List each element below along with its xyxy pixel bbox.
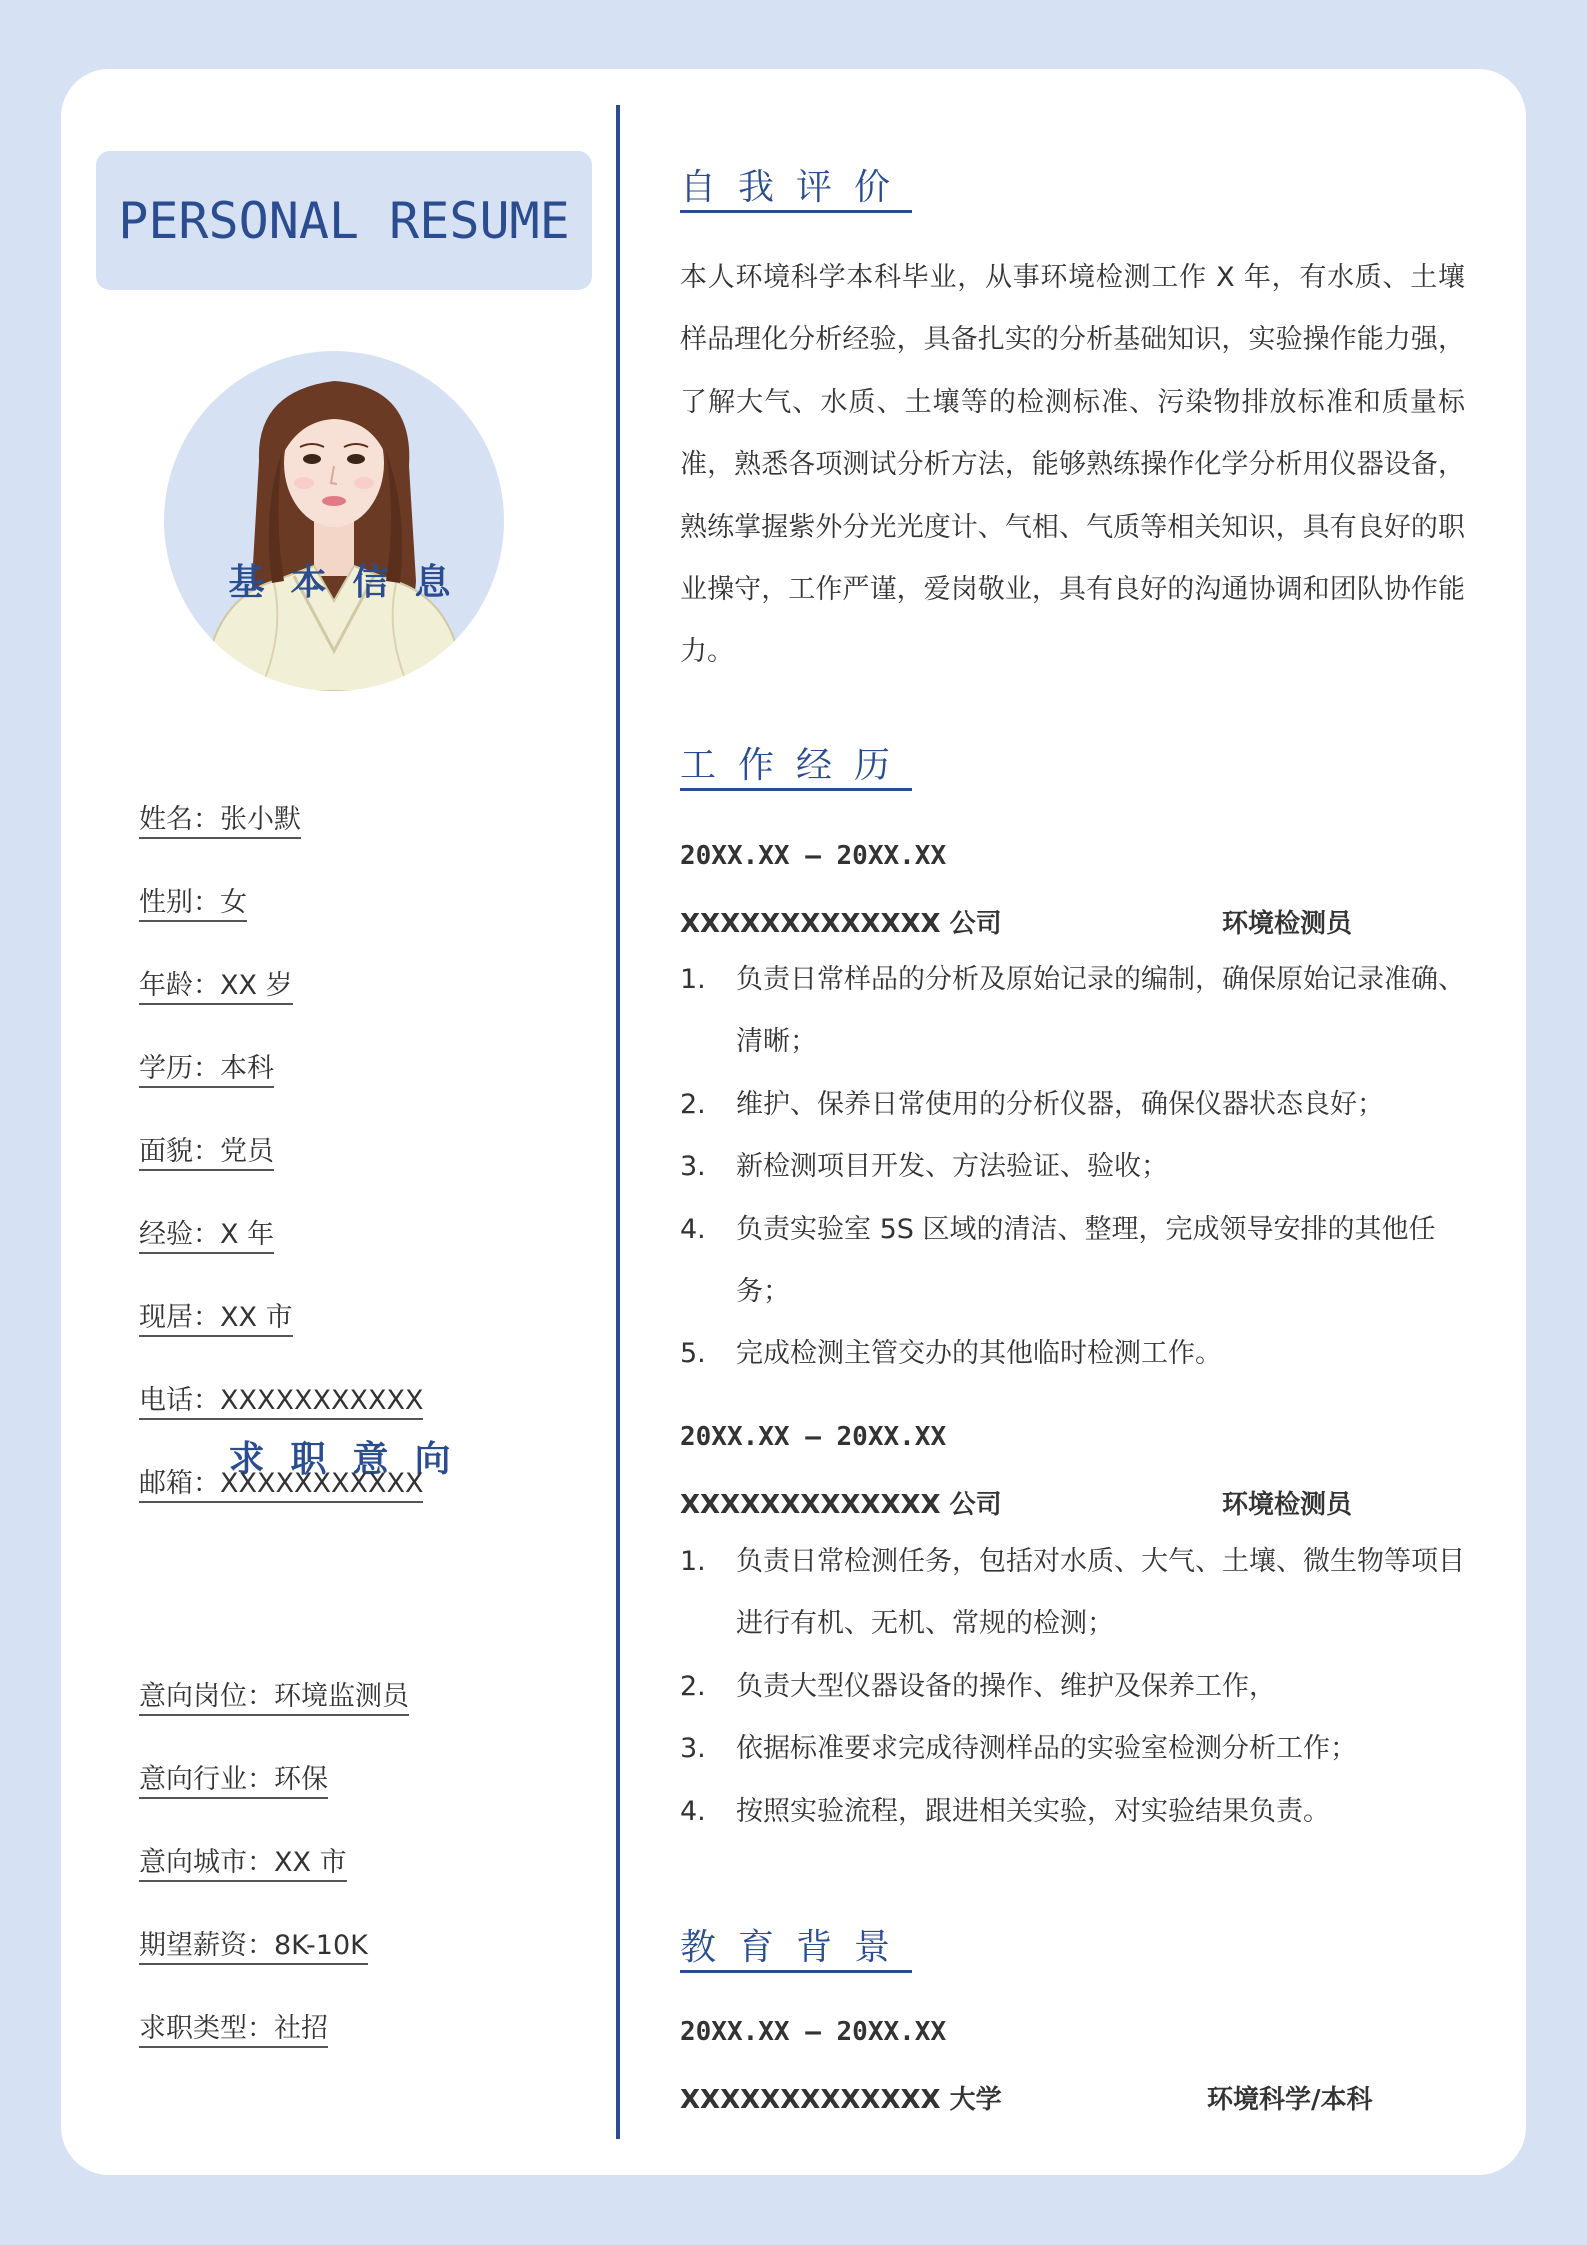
education-school: XXXXXXXXXXXXX 大学 [680,2085,1002,2115]
job-duties-list [680,1531,1470,1843]
job-company: XXXXXXXXXXXXX 公司 [680,1490,1002,1520]
info-item-residence: 现居：XX 市 [139,1295,423,1378]
info-item-email: 邮箱：XXXXXXXXXXX [139,1461,423,1544]
column-divider [616,105,620,2139]
info-item-political: 面貌：党员 [139,1129,423,1212]
self-eval-text: 本人环境科学本科毕业，从事环境检测工作 X 年，有水质、土壤样品理化分析经验，具备扎实的分析基础知识，实验操作能力强，了解大气、水质、土壤等的检测标准、污染物排放标准和质量标准，熟悉各项测试分析方法，能够熟练操作化学分析用仪器设备， 熟练掌握紫外分光光度计、气相、气质等相关知识，具有良好的职业操守，工作严谨，爱岗敬业，具有良好的沟通协调和团队协作能力。 [680,262,1465,668]
resume-card [61,69,1526,2175]
duty-item: 3. 依据标准要求完成待测样品的实验室检测分析工作； [680,1733,1357,1765]
self-eval-title: 自我评价 [680,159,912,210]
job-date: 20XX.XX – 20XX.XX [680,841,947,871]
basic-info-title: 基本信息 [228,562,477,603]
duty-item: 5. 完成检测主管交办的其他临时检测工作。 [680,1338,1222,1370]
info-item-phone: 电话：XXXXXXXXXXX [139,1378,423,1461]
portrait-illustration [164,351,504,691]
info-item-name: 姓名：张小默 [139,797,423,880]
duty-item: 3. 新检测项目开发、方法验证、验收； [680,1151,1168,1183]
job-intent-title: 求职意向 [228,1439,477,1480]
education-date: 20XX.XX – 20XX.XX [680,2017,947,2047]
left-column [61,69,618,2175]
education-title: 教育背景 [680,1919,912,1970]
duty-item: 1. 负责日常检测任务，包括对水质、大气、土壤、微生物等项目进行有机、无机、常规的检测； [680,1546,1465,1640]
job-company: XXXXXXXXXXXXX 公司 [680,909,1002,939]
intent-item-salary: 期望薪资：8K-10K [139,1923,409,2006]
info-item-experience: 经验：X 年 [139,1212,423,1295]
title-banner [96,151,592,290]
job-date: 20XX.XX – 20XX.XX [680,1422,947,1452]
intent-item-city: 意向城市：XX 市 [139,1840,409,1923]
intent-item-position: 意向岗位：环境监测员 [139,1674,409,1757]
info-item-education: 学历：本科 [139,1046,423,1129]
right-column [680,69,1480,2175]
intent-item-industry: 意向行业：环保 [139,1757,409,1840]
duty-item: 4. 负责实验室 5S 区域的清洁、整理，完成领导安排的其他任务； [680,1213,1436,1308]
resume-title: PERSONAL RESUME [118,191,570,250]
duty-item: 4. 按照实验流程，跟进相关实验，对实验结果负责。 [680,1795,1330,1827]
work-title: 工作经历 [680,737,912,788]
info-item-age: 年龄：XX 岁 [139,963,423,1046]
job-role: 环境检测员 [1222,909,1353,939]
duty-item: 2. 维护、保养日常使用的分析仪器，确保仪器状态良好； [680,1088,1384,1120]
avatar [164,351,504,691]
education-major: 环境科学/本科 [1207,2085,1373,2115]
duty-item: 1. 负责日常样品的分析及原始记录的编制，确保原始记录准确、清晰； [680,964,1465,1058]
duty-item: 2. 负责大型仪器设备的操作、维护及保养工作， [680,1670,1276,1702]
job-duties-list [680,949,1470,1386]
job-role: 环境检测员 [1222,1490,1353,1520]
info-item-gender: 性别：女 [139,880,423,963]
intent-item-type: 求职类型：社招 [139,2006,409,2089]
